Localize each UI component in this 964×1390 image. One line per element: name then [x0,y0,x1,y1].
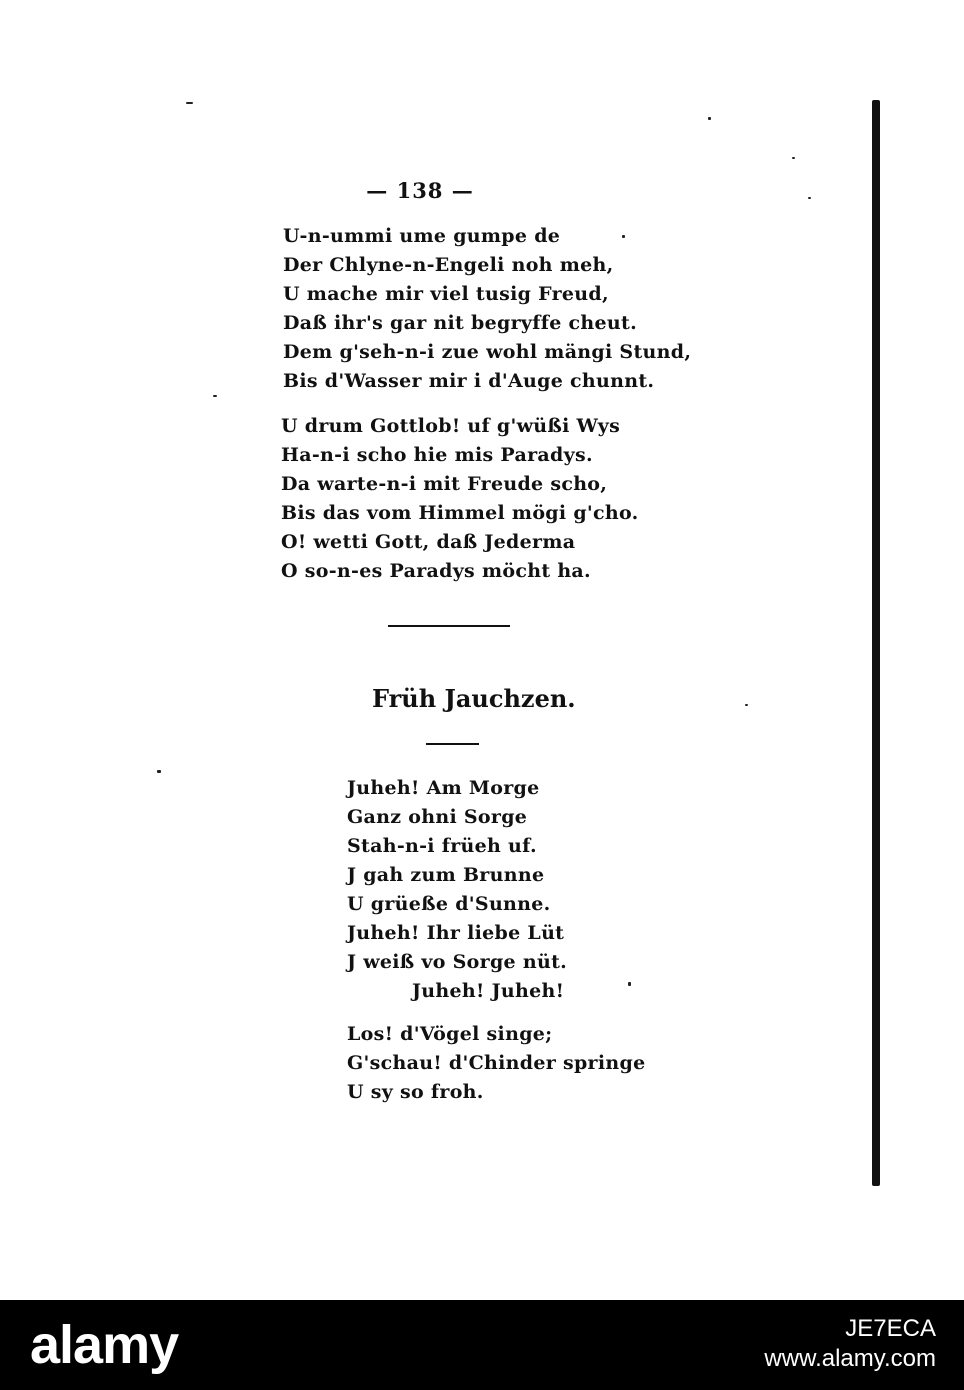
scan-speck [792,157,795,159]
section-divider [388,625,510,627]
poem-line: Dem g'seh-n-i zue wohl mängi Stund, [283,341,692,363]
poem-line: Stah-n-i früeh uf. [347,835,537,857]
page-number: — 138 — [366,178,474,203]
image-info [764,1314,936,1374]
poem-line: Der Chlyne-n-Engeli noh meh, [283,254,614,276]
scan-speck [157,770,161,773]
poem-line: Bis das vom Himmel mögi g'cho. [281,502,639,524]
scan-speck [186,102,193,104]
poem-line: Da warte-n-i mit Freude scho, [281,473,608,495]
poem-title: Früh Jauchzen. [372,684,576,713]
scan-speck [745,704,748,706]
poem-refrain: Juheh! Juheh! [412,980,565,1002]
poem-line: G'schau! d'Chinder springe [347,1052,646,1074]
poem-line: Juheh! Ihr liebe Lüt [347,922,565,944]
stock-footer-bar [0,1300,964,1390]
poem-line: U-n-ummi ume gumpe de [283,225,561,247]
poem-end-stanza-2 [281,412,639,586]
poem-end-stanza-1 [283,222,691,396]
poem-line: Bis d'Wasser mir i d'Auge chunnt. [283,370,655,392]
poem-line: J weiß vo Sorge nüt. [347,951,568,973]
scan-speck [628,982,631,986]
poem-line: Ganz ohni Sorge [347,806,528,828]
poem-line: Los! d'Vögel singe; [347,1023,553,1045]
poem-line: O so-n-es Paradys möcht ha. [281,560,591,582]
alamy-logo: alamy [30,1315,179,1375]
image-id: JE7ECA [845,1315,936,1342]
poem-line: Ha-n-i scho hie mis Paradys. [281,444,593,466]
poem-line: O! wetti Gott, daß Jederma [281,531,576,553]
poem-line: Daß ihr's gar nit begryffe cheut. [283,312,637,334]
poem-line: U drum Gottlob! uf g'wüßi Wys [281,415,621,437]
scan-speck [708,117,711,120]
poem-new-stanza-1 [347,774,567,1006]
poem-line: J gah zum Brunne [347,864,545,886]
poem-new-stanza-2 [347,1020,645,1107]
site-url: www.alamy.com [764,1345,936,1372]
title-underline [426,743,479,745]
page-edge-shadow [872,100,880,1186]
poem-line: U sy so froh. [347,1081,484,1103]
scan-speck [213,395,217,397]
poem-line: U grüeße d'Sunne. [347,893,551,915]
poem-line: U mache mir viel tusig Freud, [283,283,609,305]
poem-line: Juheh! Am Morge [347,777,540,799]
